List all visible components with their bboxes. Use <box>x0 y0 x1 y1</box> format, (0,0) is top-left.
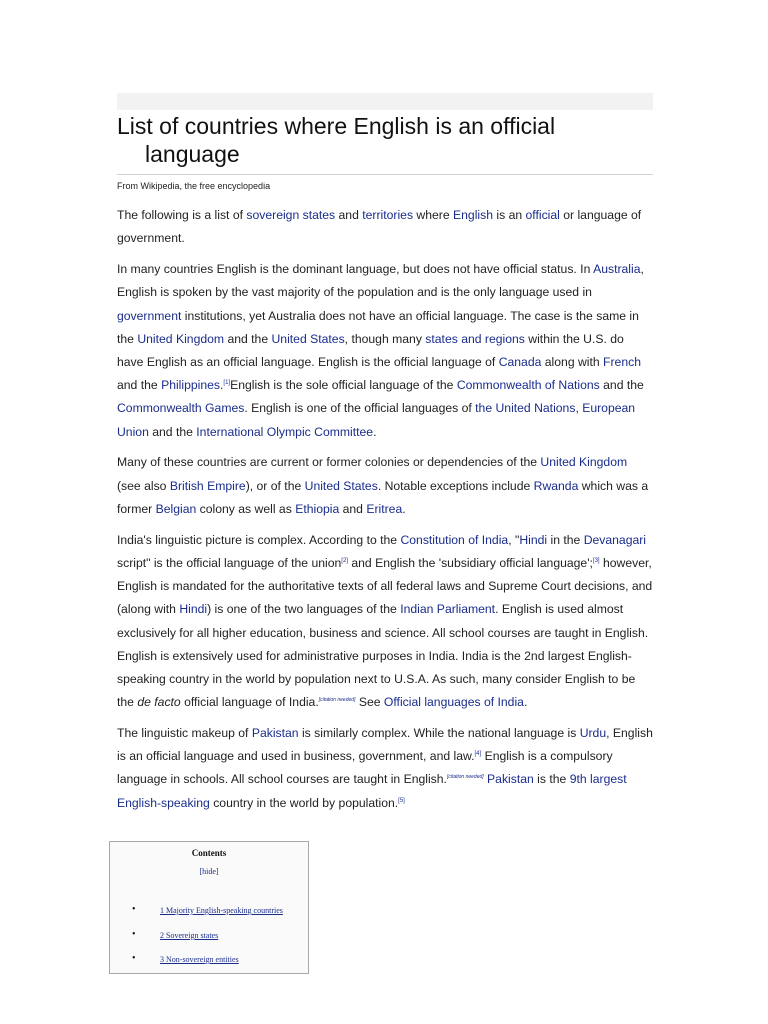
link-official[interactable]: official <box>525 208 560 222</box>
paragraph-dominant <box>117 258 653 444</box>
text: English is a compulsory language in schools. All school courses are taught in English. <box>117 749 613 787</box>
text: institutions, yet Australia does not have an official language. The case is the same in the <box>117 308 639 346</box>
text: script" is the official language of the union <box>117 555 342 570</box>
link-9th-largest-english-speaking[interactable]: 9th largest English-speaking <box>117 772 627 810</box>
link-commonwealth-games[interactable]: Commonwealth Games <box>117 401 245 416</box>
text: In many countries English is the dominant language, but does not have official status. In <box>117 262 594 277</box>
toc-item-label: 3 Non-sovereign entities <box>160 955 239 964</box>
text: . English is one of the official languages of <box>244 401 476 416</box>
text: English is the sole official language of the <box>230 378 457 393</box>
link-united-kingdom[interactable]: United Kingdom <box>540 455 628 470</box>
toc-item-2[interactable] <box>132 929 219 940</box>
table-of-contents <box>109 841 309 974</box>
link-australia[interactable]: Australia <box>593 262 641 277</box>
text: . <box>523 695 528 710</box>
link-territories[interactable]: territories <box>362 208 414 222</box>
bullet-icon: • <box>132 953 136 964</box>
top-bar <box>117 93 653 110</box>
text: country in the world by population. <box>209 795 399 810</box>
toc-title: Contents <box>191 848 227 858</box>
toc-item-label: 2 Sovereign states <box>160 931 219 940</box>
text: . <box>373 424 377 439</box>
text: Many of these countries are current or former colonies or dependencies of the <box>117 455 541 470</box>
link-rwanda[interactable]: Rwanda <box>533 478 579 493</box>
text: , English is an official language and used in business, government, and law. <box>117 726 653 764</box>
toc-item-label: 1 Majority English-speaking countries <box>160 906 283 915</box>
paragraph-pakistan <box>117 722 653 815</box>
text: . Notable exceptions include <box>377 478 534 493</box>
text: . <box>220 378 224 393</box>
link-devanagari[interactable]: Devanagari <box>583 532 647 547</box>
text: India's linguistic picture is complex. According to the <box>117 532 401 547</box>
link-french[interactable]: French <box>603 354 641 369</box>
link-eritrea[interactable]: Eritrea <box>366 501 403 516</box>
paragraph-intro <box>117 204 653 250</box>
link-official-languages-of-india[interactable]: Official languages of India <box>383 695 524 710</box>
link-pakistan[interactable]: Pakistan <box>487 772 534 787</box>
text: and <box>339 501 367 516</box>
citation-2[interactable]: [2] <box>341 557 348 564</box>
link-british-empire[interactable]: British Empire <box>169 478 246 493</box>
citation-needed[interactable]: [citation needed] <box>446 774 484 781</box>
text: official language of India. <box>180 695 319 710</box>
text: , " <box>508 532 520 547</box>
title-line-1: List of countries where English is an official <box>117 113 556 139</box>
text: . <box>402 501 406 516</box>
text: See <box>355 695 384 710</box>
paragraph-colonies <box>117 451 653 521</box>
link-commonwealth-of-nations[interactable]: Commonwealth of Nations <box>456 378 600 393</box>
link-united-states[interactable]: United States <box>304 478 378 493</box>
citation-4[interactable]: [4] <box>474 751 482 758</box>
text: and <box>335 208 363 222</box>
text: ), or of the <box>245 478 305 493</box>
text: where <box>413 208 454 222</box>
link-ethiopia[interactable]: Ethiopia <box>295 501 340 516</box>
paragraph-india <box>117 529 653 715</box>
link-united-kingdom[interactable]: United Kingdom <box>137 331 225 346</box>
text: The following is a list of <box>117 208 247 222</box>
text: and English the 'subsidiary official language'; <box>347 555 593 570</box>
link-belgian[interactable]: Belgian <box>155 501 197 516</box>
link-international-olympic-committee[interactable]: International Olympic Committee <box>196 424 374 439</box>
toc-hide-link[interactable]: [hide] <box>199 867 219 876</box>
title-line-2: language <box>145 141 240 167</box>
text: or language of government. <box>117 208 642 246</box>
text: in the <box>547 532 584 547</box>
text: , though many <box>344 331 426 346</box>
site-subtitle: From Wikipedia, the free encyclopedia <box>117 181 271 191</box>
text: is the <box>533 772 570 787</box>
text: and the <box>117 378 162 393</box>
link-european-union[interactable]: European Union <box>117 401 636 439</box>
link-united-states[interactable]: United States <box>271 331 345 346</box>
citation-needed[interactable]: [citation needed] <box>318 697 356 704</box>
link-states-and-regions[interactable]: states and regions <box>425 331 525 346</box>
text: and the <box>599 378 644 393</box>
link-constitution-of-india[interactable]: Constitution of India <box>400 532 509 547</box>
citation-5[interactable]: [5] <box>398 797 405 804</box>
text: within the U.S. do have English as an official language. English is the official language of <box>117 331 624 369</box>
link-united-nations[interactable]: the United Nations <box>475 401 576 416</box>
link-pakistan[interactable]: Pakistan <box>251 726 299 741</box>
link-english[interactable]: English <box>453 208 493 222</box>
toc-item-3[interactable] <box>132 953 239 964</box>
page-title <box>117 112 653 175</box>
text: The linguistic makeup of <box>117 726 252 741</box>
bullet-icon: • <box>132 904 136 915</box>
link-urdu[interactable]: Urdu <box>579 726 607 741</box>
text: colony as well as <box>196 501 296 516</box>
text: along with <box>541 354 604 369</box>
text: is similarly complex. While the national language is <box>298 726 580 741</box>
text: (see also <box>117 478 170 493</box>
text: , English is spoken by the vast majority of the population and is the only language used in <box>117 262 644 300</box>
text: is an <box>493 208 526 222</box>
link-hindi[interactable]: Hindi <box>179 602 208 617</box>
link-sovereign-states[interactable]: sovereign states <box>246 208 336 222</box>
link-philippines[interactable]: Philippines <box>161 378 221 393</box>
link-indian-parliament[interactable]: Indian Parliament <box>400 602 496 617</box>
text: which was a former <box>117 478 649 516</box>
text: and the <box>224 331 272 346</box>
text: , <box>575 401 583 416</box>
link-government[interactable]: government <box>117 308 182 323</box>
text: ) is one of the two languages of the <box>207 602 401 617</box>
bullet-icon: • <box>132 929 136 940</box>
citation-1[interactable]: [1] <box>223 380 231 387</box>
citation-3[interactable]: [3] <box>592 557 600 564</box>
article-body <box>117 204 653 823</box>
text: . English is used almost exclusively for all higher education, business and science. All school courses are taught in English. English is extensively used for administrative purposes in India. India is the 2nd largest English-speaking country in the world by population next to U.S.A. As such, many consider English to be the <box>117 602 649 710</box>
text: and the <box>148 424 197 439</box>
text: however, English is mandated for the authoritative texts of all federal laws and Supreme Court decisions, and (along with <box>117 555 653 617</box>
text-italic: de facto <box>137 695 181 710</box>
toc-item-1[interactable] <box>132 904 283 915</box>
link-hindi[interactable]: Hindi <box>519 532 548 547</box>
link-canada[interactable]: Canada <box>498 354 542 369</box>
